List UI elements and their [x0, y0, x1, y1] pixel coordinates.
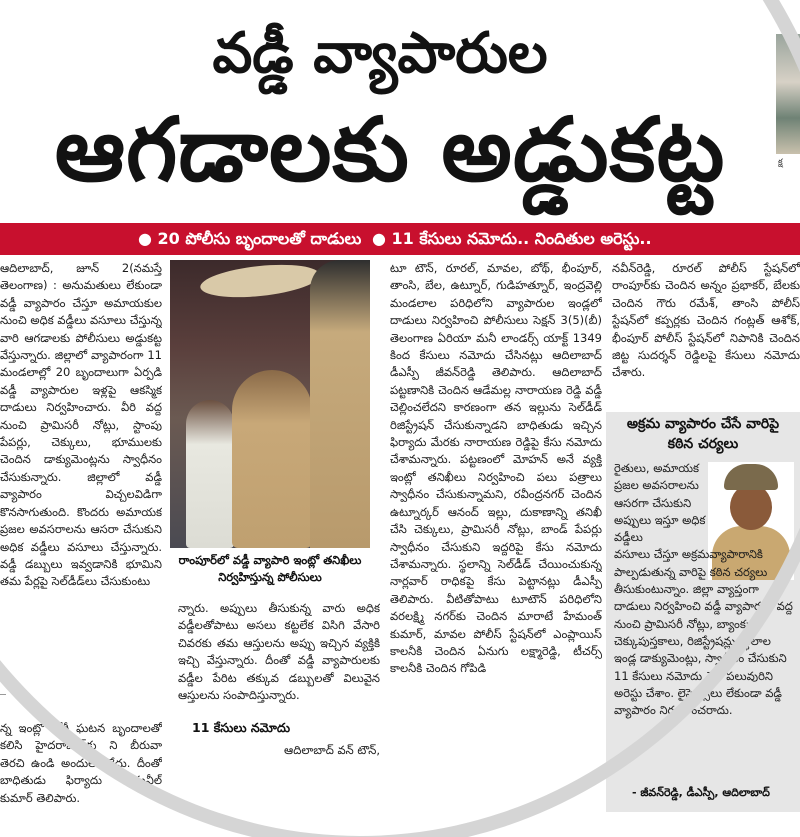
- sidebar-title: అక్రమ వ్యాపారం చేసే వారిపై కఠిన చర్యలు: [626, 416, 780, 452]
- article-column-1: [0, 260, 162, 690]
- article-text: నవీన్‌రెడ్డి, రూరల్ పోలీస్ స్టేషన్‌లో రాంపూర్‌కు చెందిన అన్నం ప్రభాకర్, బేలకు చెందిన గౌరు రమేశ్, తాంసి పోలీస్ స్టేషన్‌లో కప్పర్లకు చెందిన గంట్లత్ ఆశోక్, భీంపూర్ పోలీస్ స్టేషన్‌లో నిపానికి చెందిన జిట్ట సుదర్శన్ రెడ్డిలపై కేసులు నమోదు చేశారు.: [612, 261, 800, 380]
- person-figure: [186, 400, 234, 548]
- police-officer-figure: [310, 260, 370, 548]
- sidebar-credit: - జీవన్‌రెడ్డి, డీఎస్పీ, ఆదిలాబాద్: [632, 786, 770, 799]
- article-column-1-bottom: [0, 720, 162, 837]
- article-column-3: [390, 260, 602, 780]
- article-text: ఆదిలాబాద్, జూన్ 2(నమస్తే తెలంగాణ) : అనుమతులు లేకుండా వడ్డీ వ్యాపారం చేస్తూ అమాయకుల నుంచి అధిక వడ్డీలు వసూలు చేస్తున్న వారి ఆగడాలకు పోలీసులు అడ్డుకట్ట వేస్తున్నారు. జిల్లాలో వ్యాపారంగా 11 మండలాల్లో 20 బృందాలుగా ఏర్పడి వడ్డీ వ్యాపారుల ఇళ్లపై ఆకస్మిక దాడులు నిర్వహించారు. వీరి వద్ద నుంచి ప్రామిసరీ నోట్లు, స్టాంపు పేపర్లు, చెక్కులు, భూములకు చెందిన డాక్యుమెంట్లను స్వాధీనం చేసుకున్నారు. జిల్లాలో వడ్డీ వ్యాపారం విచ్చలవిడిగా కొనసాగుతుంది. కొందరు అమాయక ప్రజల అవసరాలను ఆసరా చేసుకుని అధిక వడ్డీలు వసూలు చేస్తున్నారు. వడ్డీ డబ్బులు ఇవ్వడానికి భూమిని తమ పేర్లపై సెల్‌డీడ్‌లు చేసుకుంటు: [0, 261, 162, 589]
- article-column-4: [612, 260, 800, 410]
- article-text: న్న ఇంట్లో చోరీ ఘటన బృందాలతో కలిసి హైదరాబాద్‌కు ని బీరువా తెరచి ఉండి అందులో లేదు. దీంతో బాధితుడు ఫిర్యాదు ఎ.సునీల్ కుమార్ తెలిపారు.: [0, 721, 162, 805]
- banner-item-raids: ● 20 పోలీసు బృందాలతో దాడులు: [138, 229, 362, 248]
- side-photo: [776, 34, 800, 154]
- sidebar-quote-body: వసూలు చేస్తూ అక్రమవ్యాపారానికి పాల్పడుతున్న వారిపై కఠిన చర్యలు తీసుకుంటున్నాం. జిల్లా వ్యాప్తంగా దాడులు నిర్వహించి వడ్డీ వ్యాపారుల వద్ద నుంచి ప్రామిసరీ నోట్లు, బ్యాంకుల చెక్కుపుస్తకాలు, రిజిస్ట్రేషన్లు, స్థలాల ఇండ్ల డాక్యుమెంట్లు, స్వాధీనం చేసుకుని 11 కేసులు నమోదు చేసి పలువురిని అరెస్టు చేశాం. లైసెన్సులు లేకుండా వడ్డీ వ్యాపారం నిర్వహించరాదు.: [614, 547, 793, 718]
- subheading: 11 కేసులు నమోదు: [192, 720, 291, 735]
- divider: [0, 694, 6, 695]
- article-column-2: [178, 600, 380, 720]
- sidebar-quote-lead: రైతులు, అమాయక ప్రజల అవసరాలను ఆసరగా చేసుకుని అప్పులు ఇస్తూ అధిక వడ్డీలు: [614, 461, 706, 545]
- police-officer-figure: [232, 370, 312, 548]
- side-photo-caption: క్ష: [778, 158, 783, 168]
- highlight-banner: [0, 223, 800, 255]
- photo-caption: రాంపూర్‌లో వడ్డీ వ్యాపారి ఇంట్లో తనిఖీలు నిర్వహిస్తున్న పోలీసులు: [178, 553, 362, 584]
- ceiling-fan: [199, 260, 321, 302]
- raid-photo: [170, 260, 370, 548]
- article-text: ఆదిలాబాద్ వన్ టౌన్,: [284, 743, 380, 757]
- article-text: న్నారు. అప్పులు తీసుకున్న వారు అధిక వడ్డీలతోపాటు అసలు కట్టలేక విసిగి వేసారి చివరకు తమ ఆస్తులను అప్పు ఇచ్చిన వ్యక్తికి ఇచ్చి వేస్తున్నారు. దీంతో వడ్డీ వ్యాపారులకు వడ్డీల పేరిట తక్కువ డబ్బులతో విలువైన ఆస్తులను సంపాదిస్తున్నారు.: [178, 601, 380, 703]
- sidebar-quote: [614, 460, 796, 719]
- article-text: టూ టౌన్, రూరల్, మావల, బోథ్, భీంపూర్, తాంసి, బేల, ఉట్నూర్, గుడిహత్నూర్, ఇంద్రవెల్లి మండలాల పరిధిలోని వ్యాపారుల ఇండ్లలో దాడులు నిర్వహించి పోలీసులు సెక్షన్ 3(5)(బీ) తెలంగాణ ఏరియా మనీ లాండర్స్ యాక్ట్ 1349 కింద కేసులు నమోదు చేసినట్లు ఆదిలాబాద్ డీఎస్పీ జీవన్‌రెడ్డి తెలిపారు. ఆదిలాబాద్ పట్టణానికి చెందిన ఆడేమల్ల నారాయణ రెడ్డి వడ్డీ చెల్లించలేదని కారణంగా తన ఇల్లును సెల్‌డీడ్ రిజిస్ట్రేషన్ చేసుకున్నాడని బాధితుడు ఇచ్చిన ఫిర్యాదు మేరకు నారాయణ రెడ్డిపై కేసు నమోదు చేశామన్నారు. పట్టణంలో మోహన్ అనే వ్యక్తి ఇంట్లో తనిఖీలు నిర్వహించి పలు పత్రాలు స్వాధీనం చేసుకున్నామని, రవీంద్రనగర్ చెందిన ఉట్నూర్కర్ ఆనంద్ ఇల్లు, దుకాణాన్ని తనిఖీ చేసి చెక్కులు, ప్రామిసరీ నోట్లు, బాండ్ పేపర్లు స్వాధీనం చేసుకుని ఇద్దరిపై కేసు నమోదు చేశామన్నారు. స్థలాన్ని సెల్‌డీడ్ చేయించుకున్న నార్లవార్ రాధికపై కేసు పెట్టానట్లు డీఎస్పీ తెలిపారు. వీటితోపాటు టూటౌన్ పరిధిలోని వరలక్ష్మి నగర్‌కు చెందిన మారాటే హేమంత్ కుమార్, మావల పోలీస్ స్టేషన్‌లో ఎంప్లాయిస్ కాలనీకి చెందిన ఏనుగు లక్ష్మారెడ్డి, టీచర్స్ కాలనీకి చెందిన గోపిడి: [390, 261, 602, 676]
- headline-line1: వడ్డీ వ్యాపారుల: [212, 21, 548, 86]
- headline-line2: ఆగడాలకు అడ్డుకట్ట: [54, 98, 726, 201]
- banner-item-cases: ● 11 కేసులు నమోదు.. నిందితుల అరెస్టు..: [372, 229, 652, 248]
- article-column-2-after: [178, 742, 380, 772]
